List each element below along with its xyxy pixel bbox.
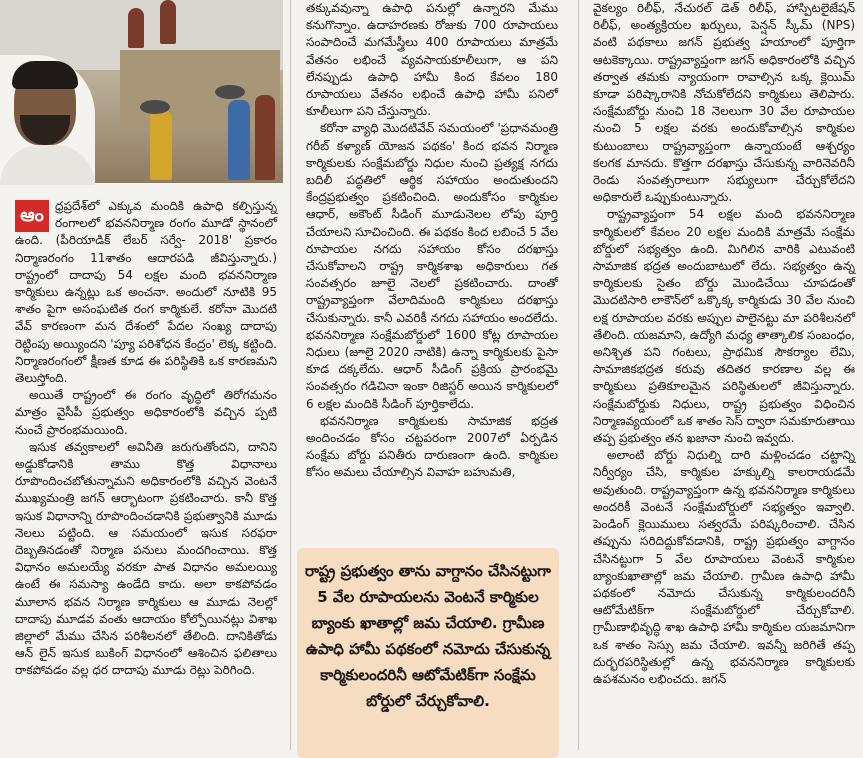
photo-head-pan-2 [140, 100, 170, 114]
col1-paragraph-2: అయితే రాష్ట్రంలో ఈ రంగం వృద్ధిలో తిరోగమనం మాత్రం వైసీపీ ప్రభుత్వం అధికారంలోకి వచ్చిన ప్పటి నుంచే ప్రారంభమయింది. [15, 388, 277, 437]
photo-worker-3 [228, 100, 250, 180]
col1-text-1: ధ్రప్రదేశ్‌లో ఎక్కువ మందికి ఉపాధి కల్పిస్తున్న రంగాలలో భవననిర్మాణ రంగం మూడో స్థానంలో ఉంది. (పీరియాడిక్ లేబర్ సర్వే- 2018' ప్రకారం నిర్మాణరంగం 11శాతం ఆదారపడి జీవిస్తున్నారు.) రాష్ట్రంలో దాదాపు 54 లక్షల మంది భవననిర్మాణ కార్మికులు ఉన్నట్లు ఒక అంచనా. అందులో నూటికి 95 శాతం పైగా అసంఘటిత రంగ కార్మికులే. కరోనా మొదటి వేవ్ కారణంగా మన దేశంలో పేదల సంఖ్య దాదాపు రెట్టింపు అయ్యిందని 'ప్యూ పరిశోధన కేంద్రం' లెక్క కట్టింది. నిర్మాణరంగంలో క్షీణత కూడ ఈ పరిస్థితికి ఒక కారణమని తెలుస్తోంది. [15, 199, 277, 386]
column-rule-1 [290, 0, 291, 750]
col3-paragraph-2: రాష్ట్రవ్యాప్తంగా 54 లక్షల మంది భవననిర్మాణ కార్మికులలో కేవలం 20 లక్షల మందికి మాత్రమే సంక్షేమ బోర్డులో సభ్యత్వం ఉంది. మిగిలిన వారికి ఎటువంటి సామాజిక భద్రత అందుబాటులో లేదు. సభ్యత్వం ఉన్న కార్మికులకు సైతం బోర్డు మొండిచేయి చూపడంతో మొదటిసారి లాకౌన్‌లో ఒక్కొక్క కార్మికుడు 30 వేల నుంచి లక్ష రూపాయల వరకు అప్పుల పాలైనట్టు మా పరిశీలనలో తేలింది. యజమాని, ఉద్యోగి మధ్య తాత్కాలిక సంబంధం, అనిశ్చిత పని గంటలు, ప్రాథమిక సౌకర్యాల లేమి, సామాజికభద్రత కరువు తదితర కారణాల వల్ల ఈ కార్మికులు ప్రతికూలమైన పరిస్థితులలో జీవిస్తున్నారు. సంక్షేమబోర్డుకు నిధులు, రాష్ట్ర ప్రభుత్వం విధించిన నిర్మాణవ్యయంలో ఒక శాతం సెస్ ద్వారా సమకూరుతాయి తప్ప ప్రభుత్వం తన ఖజానా నుంచి ఇవ్వదు. [593, 207, 855, 446]
article-column-1 [15, 198, 277, 680]
col3-paragraph-3: అలాంటి బోర్డు నిధుల్ని దారి మళ్లించడం చట్టాన్ని నిర్వీర్యం చేసి, కార్మికుల హక్కుల్ని కాలరాయడమే అవుతుంది. రాష్ట్రవ్యాప్తంగా ఉన్న భవననిర్మాణ కార్మికులు అందరికీ వెంటనే సంక్షేమబోర్డులో సభ్యత్వం ఇవ్వాలి. పెండింగ్ క్లెయిములు సత్వరమే పరిష్కరించాలి. చేసిన తప్పును సరిదిద్దుకోవడానికి, రాష్ట్ర ప్రభుత్వం వాగ్దానం చేసినట్టుగా 5 వేల రూపాయలు వెంటనే కార్మికుల బ్యాంకుఖాతాల్లో జమ చేయాలి. గ్రామీణ ఉపాధి హామీ పథకంలో నమోదు చేసుకున్న కార్మికులందరినీ ఆటోమేటిక్‌గా సంక్షేమబోర్డులో చేర్చుకోవాలి. గ్రామీణాభివృద్ధి శాఖ ఉపాధి హామీ కార్మికుల యజమానిగా ఒక శాతం సెస్సు జమ చేయాలి. ఇవన్నీ జరిగితే తప్ప దుర్భరపరిస్థితుల్లో ఉన్న భవననిర్మాణ కార్మికులకు ఉపశమనం లభించదు. జగన్ [593, 448, 855, 686]
photo-worker-5 [255, 95, 275, 180]
col1-paragraph-1 [15, 198, 277, 387]
dropcap: ఆం [15, 200, 49, 232]
pull-quote: రాష్ట్ర ప్రభుత్వం తాను వాగ్దానం చేసినట్టుగా 5 వేల రూపాయలను వెంటనే కార్మికుల బ్యాంకు ఖాతాల్లో జమ చేయాలి. గ్రామీణ ఉపాధి హామీ పథకంలో నమోదు చేసుకున్న కార్మికులందరినీ ఆటోమేటిక్‌గా సంక్షేమ బోర్డులో చేర్చుకోవాలి. [297, 548, 559, 758]
photo-head-pan [215, 85, 245, 99]
column-rule-2 [578, 0, 579, 750]
col3-paragraph-1: వైకల్యం రిలీఫ్, నేచురల్ డెత్ రిలీఫ్, హాస్పిటలైజేషన్ రిలీఫ్, అంత్యక్రియల ఖర్చులు, పెన్షన్ స్కీమ్ (NPS) వంటి పథకాలు జగన్ ప్రభుత్వ హయాంలో పూర్తిగా ఆటకెక్కాయి. రాష్ట్రవ్యాప్తంగా జగన్ అధికారంలోకి వచ్చిన తర్వాత తమకు న్యాయంగా రావాల్సిన ఒక్క క్లెయిమ్ కూడా పరిష్కారానికి నోచుకోలేదని కార్మికులు తెలిపారు. సంక్షేమబోర్డు నుంచి 18 నెలలుగా 30 వేల రూపాయల నుంచి 5 లక్షల వరకు అందుకోవాల్సిన కార్మికుల కుటుంబాలు రాష్ట్రవ్యాప్తంగా ఉన్నాయంటే ఆశ్చర్యం కలగక మానదు. కొత్తగా దరఖాస్తు చేసుకున్న వారినెవరినీ రెండు సంవత్సరాలుగా సభ్యులుగా చేర్చుకోలేదని అధికారులే ఒప్పుకుంటున్నారు. [593, 1, 855, 205]
col2-paragraph-2: కరోనా వ్యాధి మొదటివేవ్ సమయంలో 'ప్రధానమంత్రి గరీబ్ కళ్యాణ్ యోజన పథకం' కింద భవన నిర్మాణ కార్మికులకు సంక్షేమబోర్డు నిధుల నుంచి ప్రత్యక్ష నగదు బదిలీ పద్ధతిలో ఆర్థిక సహాయం అందుతుందని కేంద్రప్రభుత్వం ప్రకటించింది. అందుకోసం కార్మికుల ఆధార్, అకౌంట్ సీడింగ్ మూడునెలల లోపు పూర్తి చేయాలని సూచించింది. ఈ పథకం కింద లబించే 5 వేల రూపాయల నగదు సహాయం కోసం దరఖాస్తు చేసుకోవాలని రాష్ట్ర కార్మికశాఖ అధికారులు గత సంవత్సరం జూలై నెలలో ప్రకటించారు. దాంతో రాష్ట్రవ్యాప్తంగా వేలాదిమంది కార్మికులు దరఖాస్తు చేసుకున్నారు. కానీ ఎవరికీ నగదు సహాయం అందలేదు. భవననిర్మాణ సంక్షేమబోర్డులో 1600 కోట్ల రూపాయల నిధులు (జూలై 2020 నాటికి) ఉన్నా కార్మికులకు పైసా కూడ దక్కలేదు. ఆధార్ సీడింగ్ ప్రక్రియ ప్రారంభమై సంవత్సరం గడిచినా ఇంకా రిజిస్టర్ అయిన కార్మికులలో 6 లక్షల మందికి సీడింగ్ పూర్తికాలేదు. [306, 121, 558, 411]
col2-paragraph-1: తక్కువవున్నా ఉపాధి పనుల్లో ఉన్నారని మేము కనుగొన్నాం. ఉదాహరణకు రోజుకు 700 రూపాయలు సంపాదించే మగమేస్త్రీలు 400 రూపాయలు మాత్రమే వేతనం లభించే వ్యవసాయకూలీలుగా, ఆ పని లేనప్పుడు ఉపాధి హామీ కింద కేవలం 180 రూపాయలు వేతనం లభించే ఉపాధి హామీ పనిలో కూలీలుగా పని చేస్తున్నారు. [306, 1, 558, 119]
col1-paragraph-3: ఇసుక తవ్వకాలలో అవినీతి జరుగుతోందని, దానిని అడ్డుకోడానికి తాము కొత్త విధానాలు రూపొందించబోతున్నామని అధికారంలోకి వచ్చిన వెంటనే ముఖ్యమంత్రి జగన్ ఆర్భాటంగా ప్రకటించారు. కానీ కొత్త ఇసుక విధానాన్ని రూపొందించడానికి ప్రభుత్వానికి మూడు నెలలు పట్టింది. ఆ సమయంలో ఇసుక సరఫరా దెబ్బతినడంతో నిర్మాణ పనులు మందగించాయి. కొత్త విధానం అమలయ్యే వరకూ పాత విధానం అమలయ్యి ఉంటే ఈ సమస్యా ఉండేది కాదు. అలా కాకపోవడం మూలాన భవన నిర్మాణ కార్మికులు ఆ మూడు నెలల్లో దాదాపు మూడవ వంతు ఆదాయం కోల్పోయినట్లు విశాఖ జిల్లాలో మేము చేసిన పరిశీలనలో తేలింది. దానికితోడు ఆన్ లైన్ ఇసుక బుకింగ్ విధానంలో ఆశించిన ఫలితాలు రాకపోవడం వల్ల ధర దాదాపు మూడు రెట్లు పెరిగింది. [15, 439, 277, 678]
col2-paragraph-3: భవననిర్మాణ కార్మికులకు సామాజిక భద్రత అందించడం కోసం చట్టపరంగా 2007లో ఏర్పడిన సంక్షేమ బోర్డు పనితీరు దారుణంగా ఉంది. కార్మికుల కోసం అమలు చేయాల్సిన వివాహ బహుమతి, [306, 413, 558, 480]
article-column-3 [593, 0, 855, 688]
photo-worker-4 [150, 110, 172, 180]
portrait-hair [12, 61, 78, 89]
photo-worker-2 [160, 0, 176, 44]
photo-worker-1 [128, 8, 144, 48]
portrait-shoulders [0, 145, 95, 185]
article-column-2 [306, 0, 558, 482]
